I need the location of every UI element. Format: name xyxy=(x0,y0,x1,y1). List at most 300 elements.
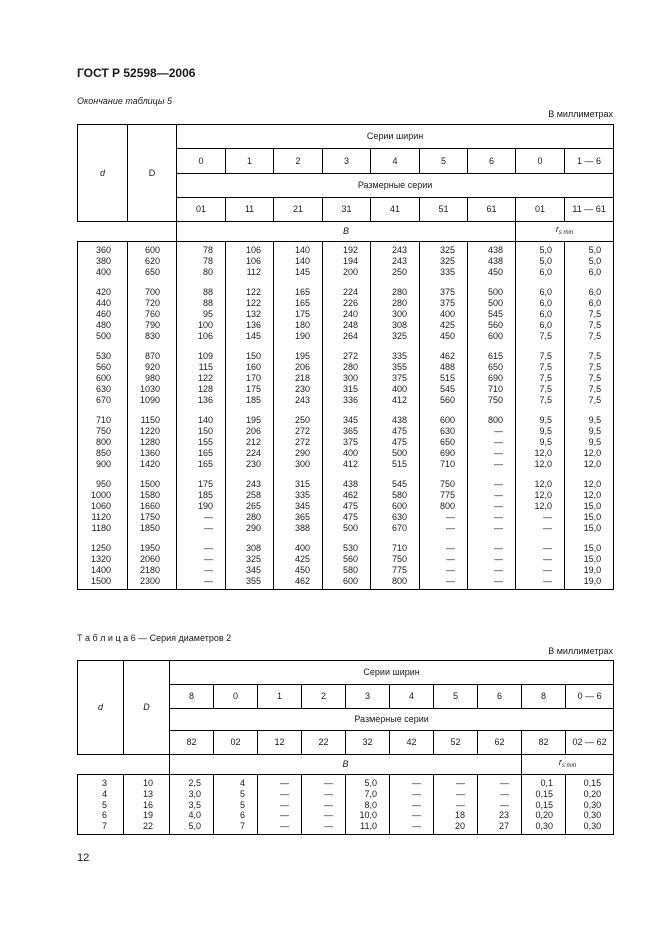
size-series-value: 02 — 62 xyxy=(566,731,614,755)
table-cell: 206 xyxy=(226,426,274,437)
table-row xyxy=(78,800,614,811)
table-cell: 450 xyxy=(468,267,516,278)
table-cell: 12,0 xyxy=(565,459,614,470)
table-cell: 560 xyxy=(323,554,371,565)
table-cell: 920 xyxy=(128,362,177,373)
table-cell: 190 xyxy=(274,331,323,342)
table-cell: 308 xyxy=(371,320,420,331)
table-cell: 12,0 xyxy=(565,490,614,501)
width-series-value: 5 xyxy=(420,149,468,174)
table-cell: 360 xyxy=(78,242,128,256)
table-cell: 5,0 xyxy=(565,242,614,256)
table-cell: 365 xyxy=(274,512,323,523)
table-cell: 980 xyxy=(128,373,177,384)
table-cell: — xyxy=(468,469,516,490)
table-cell: 9,5 xyxy=(565,426,614,437)
size-series-value: 41 xyxy=(371,198,420,222)
table5-unit: В миллиметрах xyxy=(548,109,613,119)
table-cell: 165 xyxy=(274,298,323,309)
size-series-value: 82 xyxy=(522,731,566,755)
table-cell: 345 xyxy=(323,405,371,426)
table-cell: 7,5 xyxy=(516,362,565,373)
table-row xyxy=(78,405,614,426)
table-cell: 206 xyxy=(274,362,323,373)
table-cell: 10 xyxy=(124,775,170,789)
table-cell: 88 xyxy=(177,277,226,298)
table-cell: 9,5 xyxy=(565,437,614,448)
table-cell: 12,0 xyxy=(516,459,565,470)
table-row xyxy=(78,298,614,309)
table-row xyxy=(78,362,614,373)
table-cell: 420 xyxy=(78,277,128,298)
table-cell: — xyxy=(516,565,565,576)
table-cell: 12,0 xyxy=(565,448,614,459)
table-cell: — xyxy=(177,533,226,554)
table-cell: 6 xyxy=(78,810,124,821)
table-cell: 7 xyxy=(214,821,258,834)
table-cell: — xyxy=(420,523,468,534)
table-cell: — xyxy=(468,490,516,501)
table-cell: 15,0 xyxy=(565,523,614,534)
table-cell: — xyxy=(177,554,226,565)
table-cell: 9,5 xyxy=(516,405,565,426)
table-row xyxy=(78,384,614,395)
table-cell: 7,5 xyxy=(565,331,614,342)
table-cell: 850 xyxy=(78,448,128,459)
table-cell: — xyxy=(258,789,302,800)
table-cell: 3 xyxy=(78,775,124,789)
table-cell: — xyxy=(302,810,346,821)
table-cell: 10,0 xyxy=(346,810,390,821)
table-cell: 488 xyxy=(420,362,468,373)
table-cell: 760 xyxy=(128,309,177,320)
table-cell: — xyxy=(302,821,346,834)
table-cell: — xyxy=(390,810,434,821)
table-cell: — xyxy=(177,512,226,523)
table-cell: 545 xyxy=(420,384,468,395)
size-series-value: 82 xyxy=(170,731,214,755)
standard-title: ГОСТ Р 52598—2006 xyxy=(77,66,196,80)
table-cell: 258 xyxy=(226,490,274,501)
table-cell: — xyxy=(390,775,434,789)
table-cell: 19,0 xyxy=(565,576,614,589)
table-cell: 140 xyxy=(177,405,226,426)
table-cell: 280 xyxy=(371,298,420,309)
table-cell: 630 xyxy=(371,512,420,523)
table-cell: 950 xyxy=(78,469,128,490)
table-cell: 160 xyxy=(226,362,274,373)
table-cell: — xyxy=(390,789,434,800)
table-cell: 140 xyxy=(274,256,323,267)
table-cell: 700 xyxy=(128,277,177,298)
table-cell: 6,0 xyxy=(565,277,614,298)
table-cell: 243 xyxy=(371,242,420,256)
table-cell: 106 xyxy=(177,331,226,342)
table-cell: 1400 xyxy=(78,565,128,576)
table-cell: 1420 xyxy=(128,459,177,470)
d-column-header: d xyxy=(78,661,124,755)
table-cell: — xyxy=(468,565,516,576)
table-cell: — xyxy=(468,533,516,554)
table-cell: 375 xyxy=(371,373,420,384)
table-cell: 530 xyxy=(78,341,128,362)
table-cell: 315 xyxy=(274,469,323,490)
table-cell: 400 xyxy=(274,533,323,554)
table-cell: — xyxy=(302,789,346,800)
table-cell: 650 xyxy=(128,267,177,278)
table-cell: 475 xyxy=(323,512,371,523)
table-cell: 185 xyxy=(226,395,274,406)
d-column-header: d xyxy=(78,125,128,222)
table-cell: 7,5 xyxy=(565,395,614,406)
table-cell: 650 xyxy=(468,362,516,373)
table-cell: 165 xyxy=(177,459,226,470)
table-cell: 100 xyxy=(177,320,226,331)
rs-min-header: $r_{s min}$ xyxy=(522,755,614,775)
table-cell: 438 xyxy=(468,256,516,267)
table-cell: 1120 xyxy=(78,512,128,523)
table-row xyxy=(78,789,614,800)
table-cell: 710 xyxy=(420,459,468,470)
table-cell: 515 xyxy=(420,373,468,384)
table-cell: — xyxy=(468,448,516,459)
size-series-value: 22 xyxy=(302,731,346,755)
table-row xyxy=(78,395,614,406)
table-cell: 250 xyxy=(371,267,420,278)
table-cell: 7,5 xyxy=(516,384,565,395)
table-cell: 155 xyxy=(177,437,226,448)
table-cell: 0,20 xyxy=(566,789,614,800)
table-cell: — xyxy=(258,800,302,811)
table-cell: 78 xyxy=(177,242,226,256)
table-cell: — xyxy=(516,533,565,554)
table-cell: 800 xyxy=(468,405,516,426)
table-cell: 1030 xyxy=(128,384,177,395)
table-row xyxy=(78,256,614,267)
table-cell: 1500 xyxy=(128,469,177,490)
table-cell: 6,0 xyxy=(516,298,565,309)
table-cell: 1320 xyxy=(78,554,128,565)
table-cell: 9,5 xyxy=(516,426,565,437)
table-cell: 0,30 xyxy=(566,821,614,834)
width-series-value: 6 xyxy=(468,149,516,174)
table-cell: 243 xyxy=(274,395,323,406)
table-row xyxy=(78,490,614,501)
table-cell: 165 xyxy=(274,277,323,298)
table6-unit: В миллиметрах xyxy=(548,646,613,656)
table-cell: 9,5 xyxy=(565,405,614,426)
table-cell: 480 xyxy=(78,320,128,331)
table-cell: 248 xyxy=(323,320,371,331)
table-cell: 6,0 xyxy=(565,298,614,309)
table-cell: 7 xyxy=(78,821,124,834)
table-cell: 27 xyxy=(478,821,522,834)
table-cell: — xyxy=(468,501,516,512)
table-cell: 15,0 xyxy=(565,501,614,512)
table-cell: 140 xyxy=(274,242,323,256)
table-cell: 6 xyxy=(214,810,258,821)
size-series-value: 51 xyxy=(420,198,468,222)
table-cell: 7,5 xyxy=(565,320,614,331)
table-cell: 280 xyxy=(323,362,371,373)
table-row xyxy=(78,469,614,490)
table-cell: — xyxy=(478,789,522,800)
table-cell: 335 xyxy=(420,267,468,278)
table-cell: 16 xyxy=(124,800,170,811)
table-cell: — xyxy=(420,554,468,565)
table-cell: — xyxy=(177,565,226,576)
size-series-header: Размерные серии xyxy=(170,709,614,731)
table-cell: 500 xyxy=(323,523,371,534)
table-cell: 5,0 xyxy=(516,256,565,267)
table-cell: 272 xyxy=(274,426,323,437)
table-cell: — xyxy=(302,775,346,789)
table-cell: 620 xyxy=(128,256,177,267)
table-row xyxy=(78,267,614,278)
table-cell: 185 xyxy=(177,490,226,501)
table-cell: — xyxy=(258,810,302,821)
table-cell: 670 xyxy=(371,523,420,534)
table-cell: 212 xyxy=(226,437,274,448)
size-series-value: 12 xyxy=(258,731,302,755)
table-cell: 15,0 xyxy=(565,512,614,523)
table-cell: 194 xyxy=(323,256,371,267)
table-cell: 240 xyxy=(323,309,371,320)
table-cell: 7,5 xyxy=(565,309,614,320)
table-row xyxy=(78,533,614,554)
table-cell: 122 xyxy=(226,277,274,298)
table-cell: 170 xyxy=(226,373,274,384)
table-cell: 0,20 xyxy=(522,810,566,821)
table-cell: 0,1 xyxy=(522,775,566,789)
table-cell: 1250 xyxy=(78,533,128,554)
table-cell: 300 xyxy=(274,459,323,470)
table-cell: 670 xyxy=(78,395,128,406)
table-cell: 9,5 xyxy=(516,437,565,448)
table-cell: — xyxy=(390,800,434,811)
table-cell: 2060 xyxy=(128,554,177,565)
table-cell: 3,5 xyxy=(170,800,214,811)
table-cell: 230 xyxy=(226,459,274,470)
table-cell: 438 xyxy=(468,242,516,256)
table-cell: 400 xyxy=(323,448,371,459)
table-cell: 272 xyxy=(274,437,323,448)
table-cell: 425 xyxy=(420,320,468,331)
table-cell: 600 xyxy=(468,331,516,342)
table-cell: 7,0 xyxy=(346,789,390,800)
table-cell: 460 xyxy=(78,309,128,320)
table-cell: 7,5 xyxy=(565,362,614,373)
table-cell: 412 xyxy=(323,459,371,470)
table-cell: 5 xyxy=(214,800,258,811)
table-cell: 1660 xyxy=(128,501,177,512)
table-cell: 145 xyxy=(274,267,323,278)
table-cell: 272 xyxy=(323,341,371,362)
table-cell: 475 xyxy=(371,437,420,448)
table-cell: 290 xyxy=(226,523,274,534)
table-cell: — xyxy=(420,533,468,554)
table-cell: 325 xyxy=(420,256,468,267)
B-header: B xyxy=(177,222,516,242)
table-cell: 325 xyxy=(420,242,468,256)
table-cell: 12,0 xyxy=(516,501,565,512)
table-cell: 132 xyxy=(226,309,274,320)
table-cell: 5 xyxy=(78,800,124,811)
table-cell: 88 xyxy=(177,298,226,309)
table-cell: 365 xyxy=(323,426,371,437)
table-cell: — xyxy=(468,512,516,523)
table-cell: 690 xyxy=(420,448,468,459)
width-series-value: 1 xyxy=(258,685,302,709)
B-header: B xyxy=(170,755,522,775)
table-cell: 2180 xyxy=(128,565,177,576)
table-cell: 290 xyxy=(274,448,323,459)
table-row xyxy=(78,775,614,789)
table-cell: 870 xyxy=(128,341,177,362)
table-cell: 600 xyxy=(371,501,420,512)
table-cell: 1220 xyxy=(128,426,177,437)
table-cell: 650 xyxy=(420,437,468,448)
table-cell: 300 xyxy=(323,373,371,384)
table-cell: 545 xyxy=(468,309,516,320)
width-series-value: 2 xyxy=(302,685,346,709)
table-cell: 7,5 xyxy=(516,331,565,342)
table-row xyxy=(78,576,614,589)
table-cell: — xyxy=(420,565,468,576)
table-cell: 190 xyxy=(177,501,226,512)
table-cell: — xyxy=(390,821,434,834)
table-cell: — xyxy=(420,576,468,589)
table-cell: 22 xyxy=(124,821,170,834)
table-cell: 720 xyxy=(128,298,177,309)
table-cell: 7,5 xyxy=(565,373,614,384)
table-row xyxy=(78,331,614,342)
table-cell: 400 xyxy=(78,267,128,278)
table-cell: 800 xyxy=(371,576,420,589)
table-cell: 1090 xyxy=(128,395,177,406)
table-cell: 192 xyxy=(323,242,371,256)
table-cell: 600 xyxy=(78,373,128,384)
table-cell: 265 xyxy=(226,501,274,512)
table-cell: 175 xyxy=(226,384,274,395)
table-cell: 150 xyxy=(226,341,274,362)
table-cell: 3,0 xyxy=(170,789,214,800)
table-cell: 6,0 xyxy=(516,309,565,320)
table-cell: 19,0 xyxy=(565,565,614,576)
table-cell: 13 xyxy=(124,789,170,800)
table-cell: — xyxy=(258,821,302,834)
table-cell: 335 xyxy=(371,341,420,362)
table-cell: 900 xyxy=(78,459,128,470)
table-cell: 145 xyxy=(226,331,274,342)
table-cell: 630 xyxy=(420,426,468,437)
table-cell: 325 xyxy=(226,554,274,565)
table-cell: — xyxy=(516,554,565,565)
table-cell: 380 xyxy=(78,256,128,267)
table-cell: 12,0 xyxy=(565,469,614,490)
table-cell: 122 xyxy=(226,298,274,309)
table-row xyxy=(78,501,614,512)
width-series-value: 0 xyxy=(516,149,565,174)
size-series-value: 52 xyxy=(434,731,478,755)
width-series-value: 1 — 6 xyxy=(565,149,614,174)
table-row xyxy=(78,373,614,384)
table-cell: 7,5 xyxy=(516,395,565,406)
blank-cell xyxy=(78,755,170,775)
D-column-header: D xyxy=(128,125,177,222)
table-cell: 830 xyxy=(128,331,177,342)
table-cell: 4 xyxy=(78,789,124,800)
table-cell: 1000 xyxy=(78,490,128,501)
table-cell: 5,0 xyxy=(565,256,614,267)
width-series-value: 0 xyxy=(214,685,258,709)
table-cell: 280 xyxy=(371,277,420,298)
table-cell: 1180 xyxy=(78,523,128,534)
table-row xyxy=(78,523,614,534)
width-series-value: 3 xyxy=(323,149,371,174)
table-cell: 325 xyxy=(371,331,420,342)
table-cell: 23 xyxy=(478,810,522,821)
table-cell: 560 xyxy=(468,320,516,331)
width-series-value: 1 xyxy=(226,149,274,174)
table-cell: 400 xyxy=(420,309,468,320)
table-cell: 800 xyxy=(78,437,128,448)
table-cell: 109 xyxy=(177,341,226,362)
table-cell: 440 xyxy=(78,298,128,309)
table-cell: 5,0 xyxy=(516,242,565,256)
table-row xyxy=(78,565,614,576)
table-cell: 15,0 xyxy=(565,533,614,554)
table-cell: 345 xyxy=(274,501,323,512)
table-cell: 175 xyxy=(274,309,323,320)
width-series-value: 4 xyxy=(390,685,434,709)
table-cell: 690 xyxy=(468,373,516,384)
table-cell: 230 xyxy=(274,384,323,395)
table-cell: 500 xyxy=(371,448,420,459)
table-cell: 136 xyxy=(177,395,226,406)
table-cell: 0,15 xyxy=(522,789,566,800)
table-row xyxy=(78,459,614,470)
table-cell: 4,0 xyxy=(170,810,214,821)
table-cell: 80 xyxy=(177,267,226,278)
table-cell: 12,0 xyxy=(516,469,565,490)
size-series-value: 42 xyxy=(390,731,434,755)
table-cell: 315 xyxy=(323,384,371,395)
table-cell: 5 xyxy=(214,789,258,800)
table-cell: 355 xyxy=(226,576,274,589)
table-cell: 243 xyxy=(226,469,274,490)
table-cell: 375 xyxy=(420,298,468,309)
width-series-header: Серии ширин xyxy=(177,125,614,149)
table-cell: 600 xyxy=(420,405,468,426)
table-row xyxy=(78,341,614,362)
table-cell: 450 xyxy=(420,331,468,342)
table-cell: 580 xyxy=(323,565,371,576)
table-cell: 750 xyxy=(420,469,468,490)
size-series-header: Размерные серии xyxy=(177,174,614,198)
table-row xyxy=(78,821,614,834)
table-cell: 0,30 xyxy=(566,800,614,811)
width-series-value: 6 xyxy=(478,685,522,709)
table-cell: 1850 xyxy=(128,523,177,534)
table-cell: 750 xyxy=(371,554,420,565)
table-cell: — xyxy=(468,437,516,448)
table-cell: 106 xyxy=(226,256,274,267)
table-cell: 78 xyxy=(177,256,226,267)
width-series-value: 2 xyxy=(274,149,323,174)
table-cell: — xyxy=(478,800,522,811)
table-cell: 20 xyxy=(434,821,478,834)
